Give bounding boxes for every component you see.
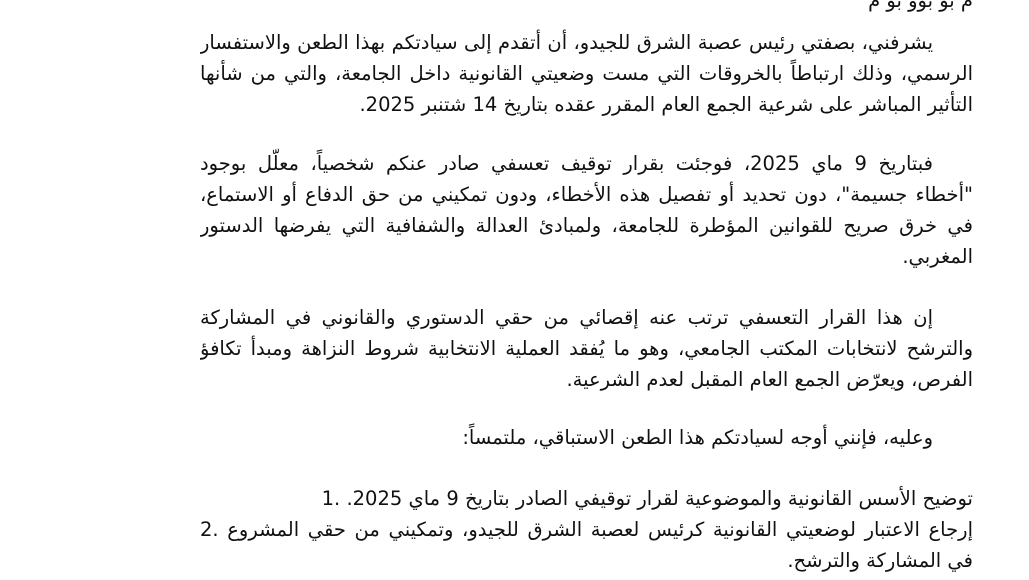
top-text-fragment: م بو بوو بو م xyxy=(868,0,973,12)
list-item-1-text: توضيح الأسس القانونية والموضوعية لقرار توقيفي الصادر بتاريخ 9 ماي 2025. xyxy=(346,487,973,510)
list-item-2-line-1 xyxy=(200,517,973,542)
list-item-2-text-1: إرجاع الاعتبار لوضعيتي القانونية كرئيس لعصبة الشرق للجيدو، وتمكيني من حقي المشروع xyxy=(227,518,973,541)
paragraph-4-line-1: وعليه، فإنني أوجه لسيادتكم هذا الطعن الاستباقي، ملتمساً: xyxy=(462,426,933,449)
paragraph-2-line-1: فبتاريخ 9 ماي 2025، فوجئت بقرار توقيف تعسفي صادر عنكم شخصياً، معلّل بوجود xyxy=(200,152,933,175)
paragraph-3-line-1: إن هذا القرار التعسفي ترتب عنه إقصائي من حقي الدستوري والقانوني في المشاركة xyxy=(200,306,933,329)
paragraph-2-line-4: المغربي. xyxy=(902,245,973,268)
paragraph-1-line-3: التأثير المباشر على شرعية الجمع العام المقرر عقده بتاريخ 14 شتنبر 2025. xyxy=(359,93,973,116)
paragraph-2-line-3: في خرق صريح للقوانين المؤطرة للجامعة، ولمبادئ العدالة والشفافية التي يفرضها الدستور xyxy=(200,214,973,237)
list-item-2-line-2: في المشاركة والترشح. xyxy=(787,549,973,572)
list-item-1 xyxy=(200,486,973,511)
paragraph-3-line-3: الفرص، ويعرّض الجمع العام المقبل لعدم الشرعية. xyxy=(566,368,973,391)
list-item-1-number: 1. xyxy=(321,487,341,510)
document-page xyxy=(200,0,973,580)
paragraph-2-line-2: "أخطاء جسيمة"، دون تحديد أو تفصيل هذه الأخطاء، ودون تمكيني من حق الدفاع أو الاستماع، xyxy=(200,183,973,206)
paragraph-1-line-2: الرسمي، وذلك ارتباطاً بالخروقات التي مست وضعيتي القانونية داخل الجامعة، والتي من شأنها xyxy=(200,62,973,85)
paragraph-3-line-2: والترشح لانتخابات المكتب الجامعي، وهو ما يُفقد العملية الانتخابية شروط النزاهة ومبدأ تكافؤ xyxy=(200,337,973,360)
list-item-2-number: 2. xyxy=(200,518,219,541)
paragraph-1-line-1: يشرفني، بصفتي رئيس عصبة الشرق للجيدو، أن أتقدم إلى سيادتكم بهذا الطعن والاستفسار xyxy=(200,31,933,54)
